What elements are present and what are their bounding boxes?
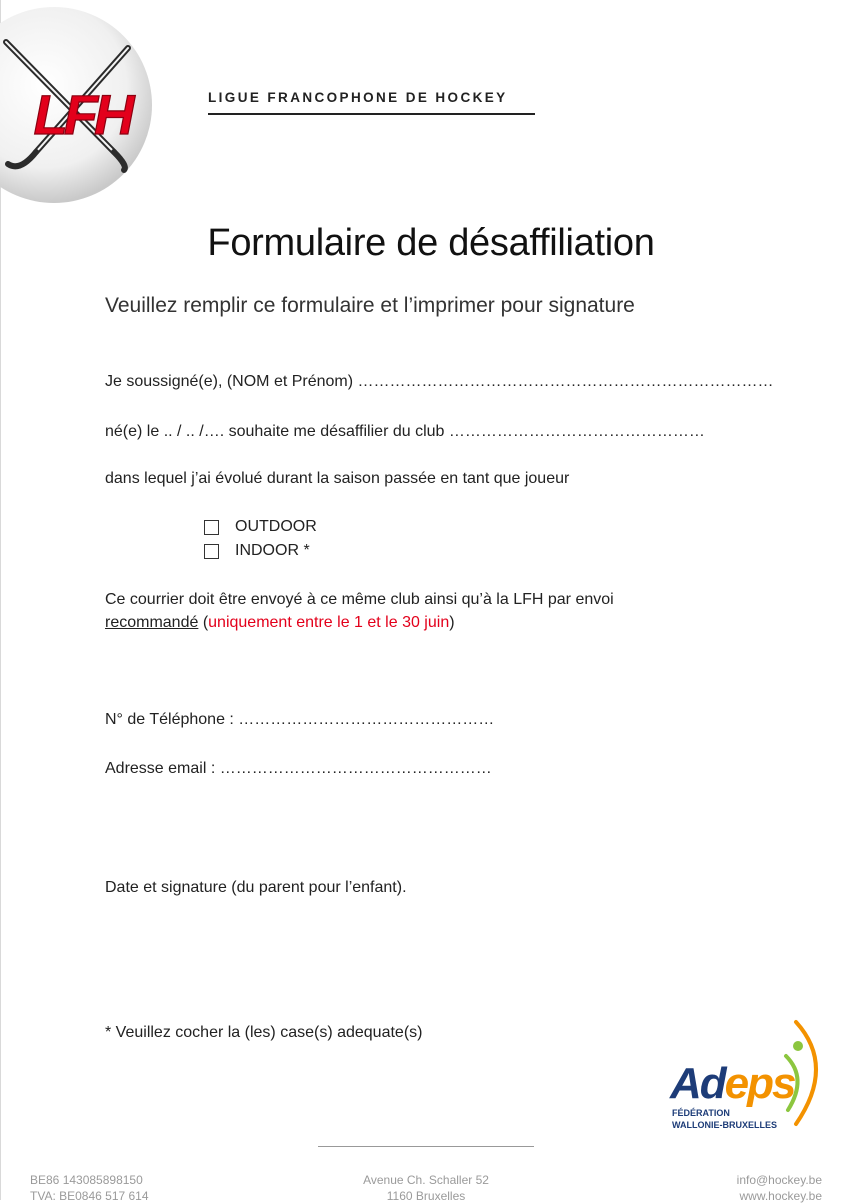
option-indoor[interactable] (204, 542, 310, 560)
email-line: Adresse email : …………………………………………… (105, 760, 492, 777)
footer-contact (737, 1172, 822, 1204)
name-line: Je soussigné(e), (NOM et Prénom) …………………………………………………………………… (105, 373, 774, 390)
option-outdoor[interactable] (204, 518, 317, 536)
notice-date-range: uniquement entre le 1 et le 30 juin (208, 614, 450, 631)
footer-vat: TVA: BE0846 517 614 (30, 1189, 149, 1203)
adeps-line-2: WALLONIE-BRUXELLES (672, 1120, 777, 1130)
adeps-line-1: FÉDÉRATION (672, 1108, 730, 1118)
footer-bank-info (30, 1172, 149, 1204)
league-underline (208, 113, 535, 115)
footer-email[interactable]: info@hockey.be (736, 1173, 822, 1187)
signature-line: Date et signature (du parent pour l’enfant). (105, 879, 407, 896)
notice-close-paren: ) (449, 614, 455, 631)
page-subtitle: Veuillez remplir ce formulaire et l’imprimer pour signature (105, 294, 635, 317)
indoor-checkbox[interactable] (204, 544, 219, 559)
phone-line: N° de Téléphone : ………………………………………… (105, 711, 495, 728)
notice-line-2 (105, 614, 455, 632)
footer-address (318, 1172, 534, 1204)
league-name: LIGUE FRANCOPHONE DE HOCKEY (208, 90, 508, 105)
notice-recommande: recommandé (105, 614, 199, 631)
lfh-logo-text: LFH (33, 83, 131, 146)
adeps-logo (668, 1018, 828, 1136)
footer-iban: BE86 143085898150 (30, 1173, 143, 1187)
svg-text:Adeps: Adeps (670, 1059, 795, 1108)
footer-divider (318, 1146, 534, 1147)
notice-line-1: Ce courrier doit être envoyé à ce même club ainsi qu’à la LFH par envoi (105, 591, 614, 608)
footer-website[interactable]: www.hockey.be (739, 1189, 822, 1203)
outdoor-checkbox[interactable] (204, 520, 219, 535)
page-title: Formulaire de désaffiliation (207, 222, 655, 264)
footer-city: 1160 Bruxelles (386, 1189, 466, 1203)
birth-club-line: né(e) le .. / .. /…. souhaite me désaffilier du club ………………………………………… (105, 423, 705, 440)
footer-street: Avenue Ch. Schaller 52 (363, 1173, 489, 1187)
outdoor-label: OUTDOOR (235, 518, 317, 535)
indoor-label: INDOOR * (235, 542, 310, 559)
lfh-logo (0, 4, 156, 206)
notice-open-paren: ( (198, 614, 209, 631)
footnote: * Veuillez cocher la (les) case(s) adequate(s) (105, 1024, 423, 1041)
season-line: dans lequel j’ai évolué durant la saison passée en tant que joueur (105, 470, 570, 487)
